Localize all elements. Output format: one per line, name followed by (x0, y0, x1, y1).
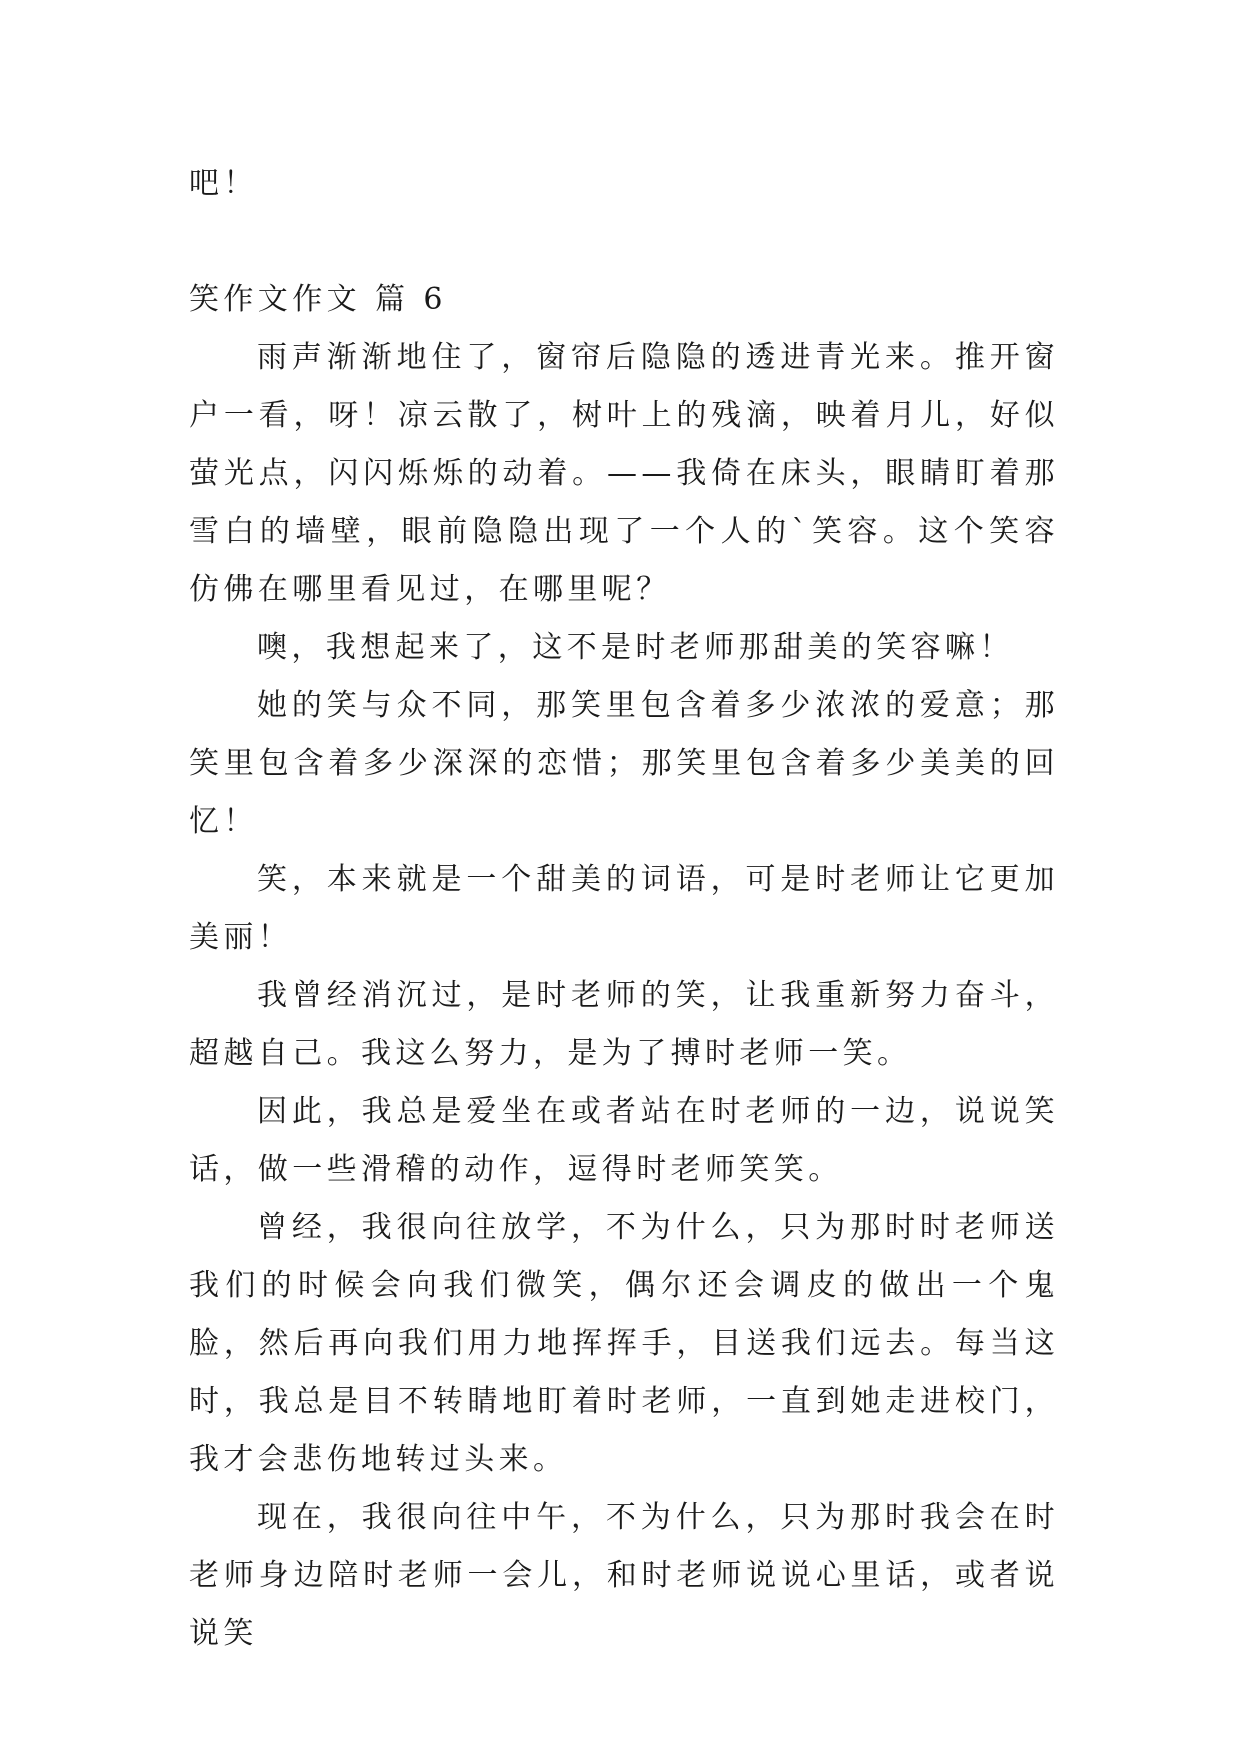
section-label: 篇 6 (375, 282, 447, 317)
paragraph: 我曾经消沉过，是时老师的笑，让我重新努力奋斗，超越自己。我这么努力，是为了搏时老师一笑。 (189, 978, 1059, 1071)
document-body (189, 155, 1059, 1663)
paragraph: 雨声渐渐地住了，窗帘后隐隐的透进青光来。推开窗户一看，呀！凉云散了，树叶上的残滴，映着月儿，好似萤光点，闪闪烁烁的动着。——我倚在床头，眼睛盯着那雪白的墙壁，眼前隐隐出现了一个人的`笑容。这个笑容仿佛在哪里看见过，在哪里呢？ (189, 340, 1059, 607)
paragraph: 因此，我总是爱坐在或者站在时老师的一边，说说笑话，做一些滑稽的动作，逗得时老师笑笑。 (189, 1094, 1059, 1187)
paragraph: 噢，我想起来了，这不是时老师那甜美的笑容嘛！ (257, 630, 1014, 665)
paragraph: 曾经，我很向往放学，不为什么，只为那时时老师送我们的时候会向我们微笑，偶尔还会调皮的做出一个鬼脸，然后再向我们用力地挥挥手，目送我们远去。每当这时，我总是目不转睛地盯着时老师，一直到她走进校门，我才会悲伤地转过头来。 (189, 1210, 1059, 1477)
section-title: 笑作文作文 (189, 282, 361, 317)
paragraph: 笑，本来就是一个甜美的词语，可是时老师让它更加美丽！ (189, 862, 1059, 955)
continuation-text: 吧！ (189, 166, 258, 201)
paragraph: 现在，我很向往中午，不为什么，只为那时我会在时老师身边陪时老师一会儿，和时老师说说心里话，或者说说笑 (189, 1500, 1059, 1651)
paragraph: 她的笑与众不同，那笑里包含着多少浓浓的爱意；那笑里包含着多少深深的恋惜；那笑里包含着多少美美的回忆！ (189, 688, 1059, 839)
section-heading (189, 271, 1059, 329)
